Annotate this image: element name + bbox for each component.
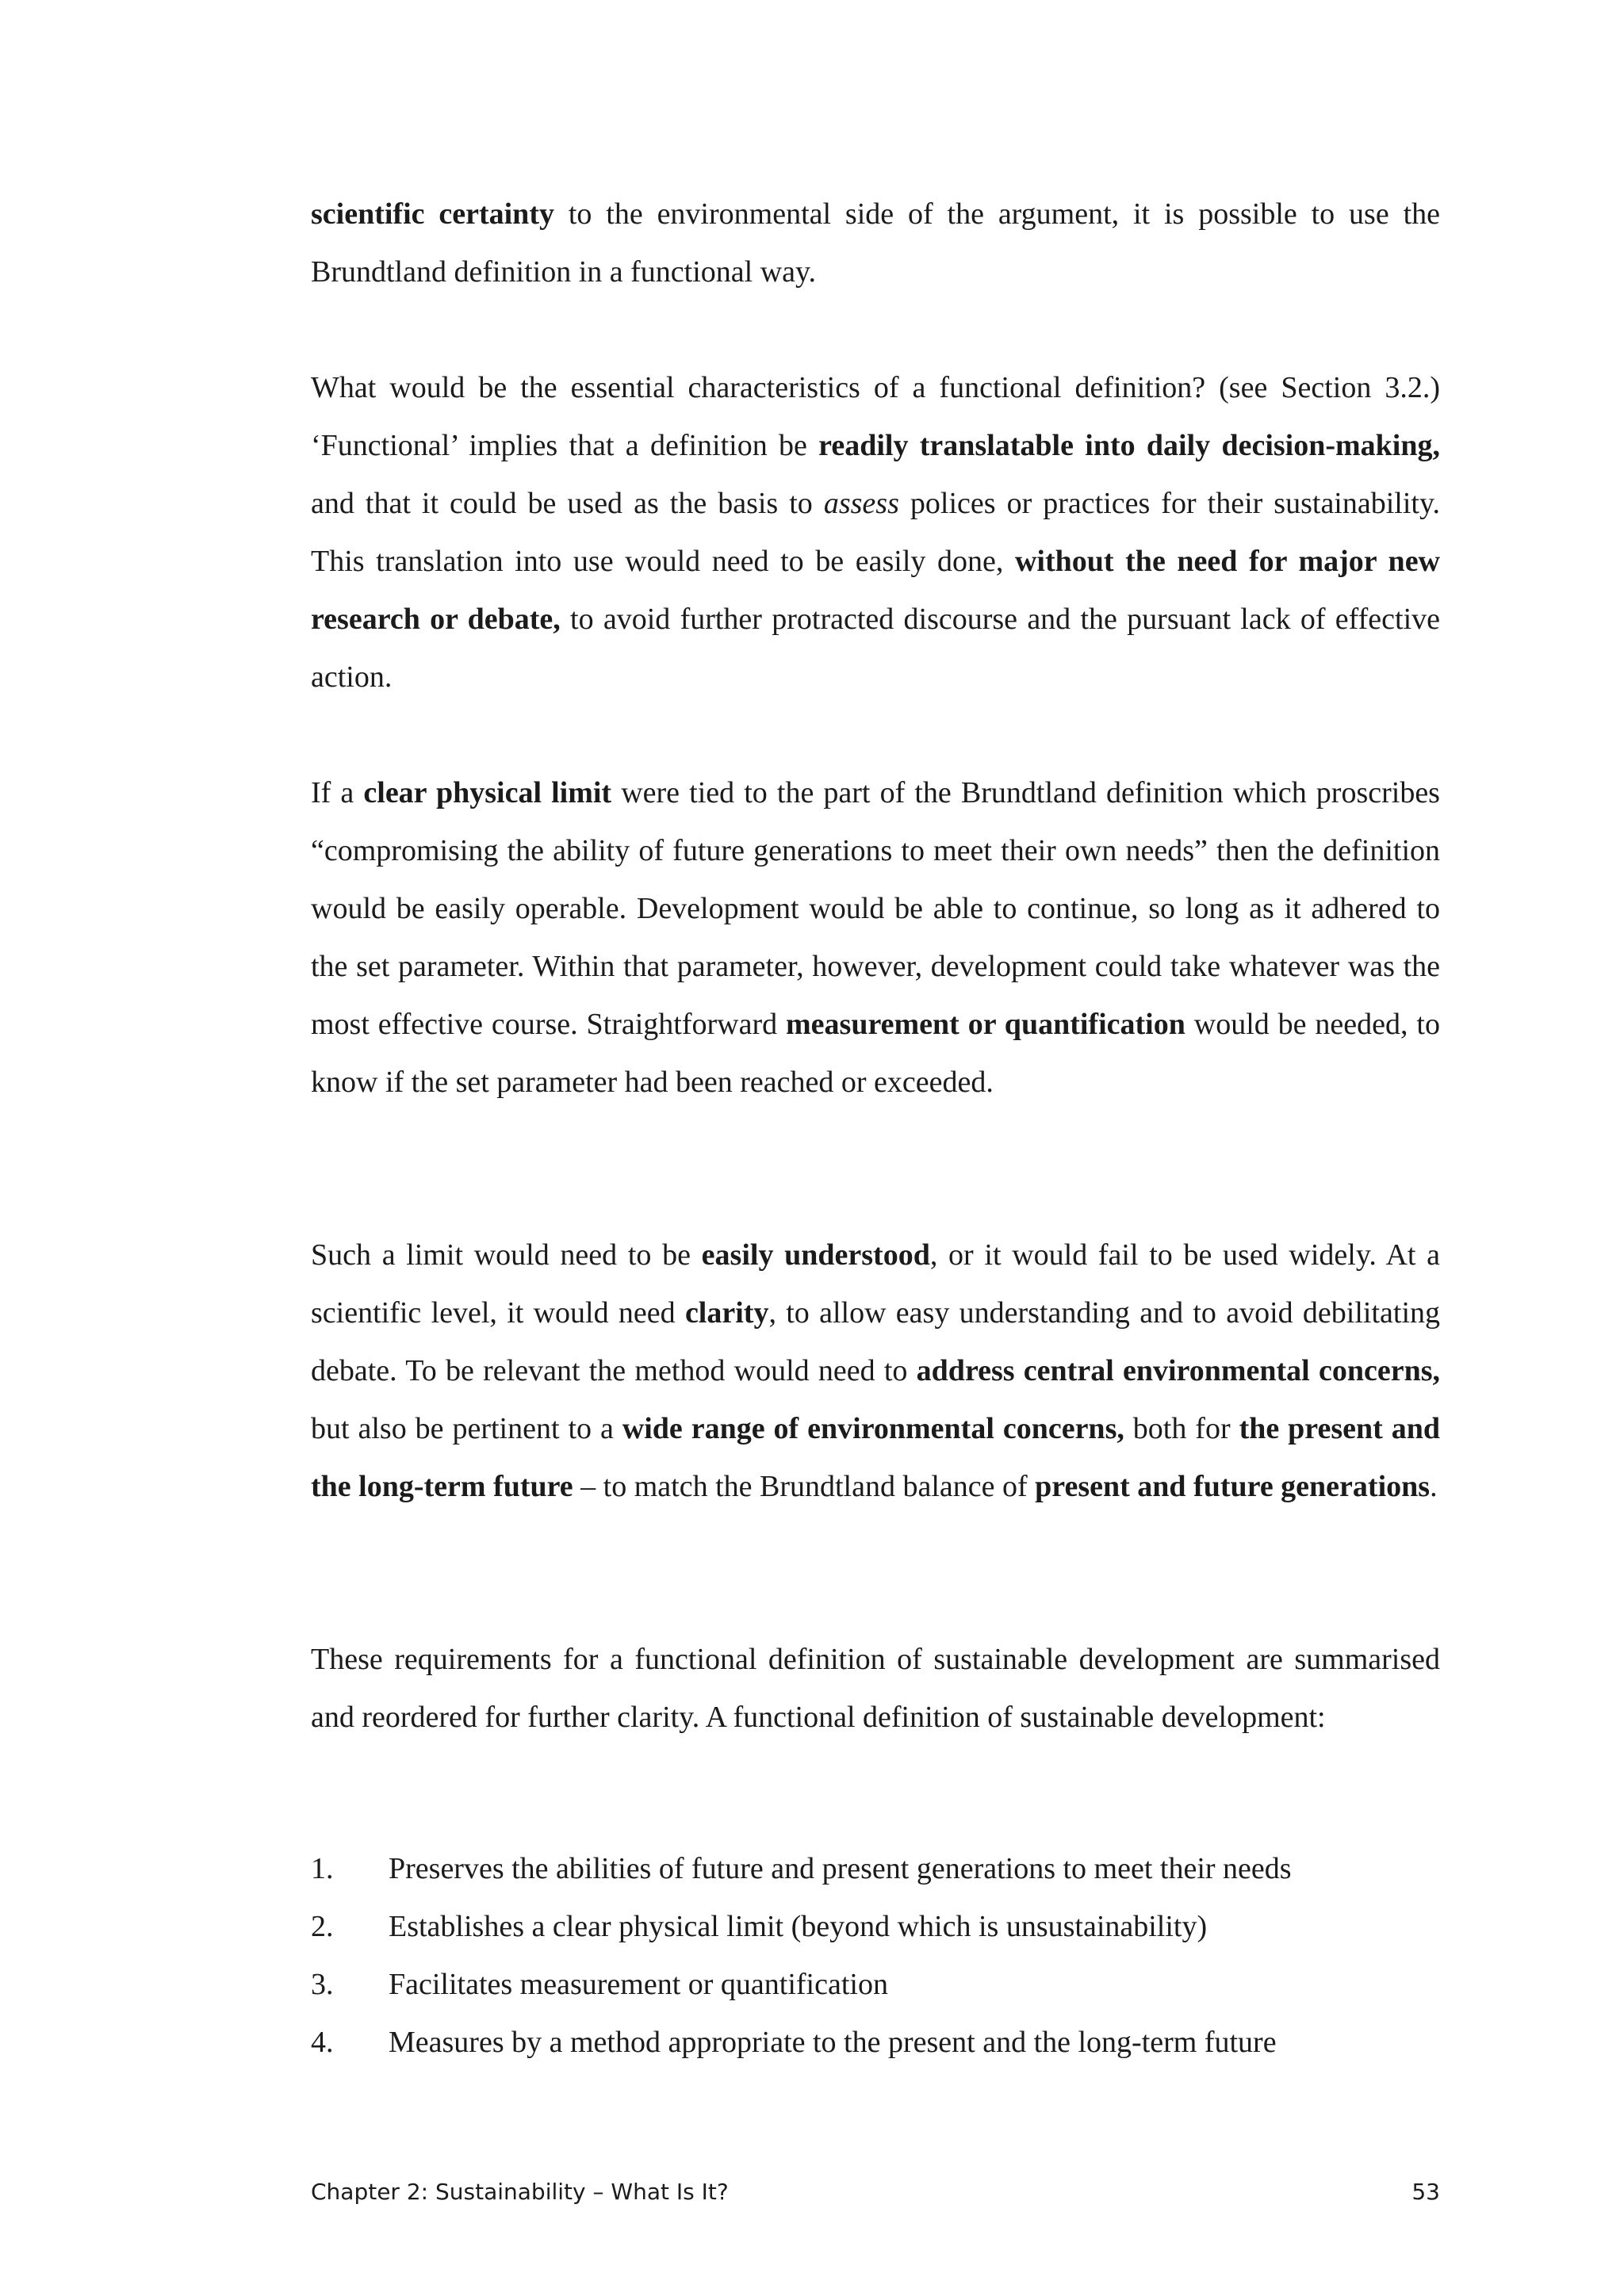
- paragraph-3: [311, 764, 1440, 1112]
- bold-text: easily understood: [701, 1238, 930, 1272]
- text-run: .: [1430, 1470, 1438, 1503]
- bold-text: measurement or quantification: [786, 1008, 1185, 1041]
- paragraph-text: [311, 359, 1440, 706]
- text-run: , to allow easy understanding and to avoid debilitating debate. To be relevant the method would need to: [311, 1296, 1441, 1387]
- bold-text: scientific certainty: [311, 197, 554, 231]
- text-run: polices or practices for their sustainability. This translation into use would need to be easily done,: [311, 487, 1440, 578]
- paragraph-text: [311, 764, 1440, 1112]
- bold-text: without the need for major new research or debate,: [311, 545, 1441, 636]
- paragraph-4: [311, 1226, 1440, 1516]
- chapter-title: Chapter 2: Sustainability – What Is It?: [311, 2179, 729, 2205]
- text-run: were tied to the part of the Brundtland definition which proscribes “compromising the ability of future generations to meet their own needs” then the definition would be easily operable. Development would be able to continue, so long as it adhered to the set parameter. Within that parameter, however, development could take whatever was the most effective course. Straightforward: [311, 776, 1440, 1041]
- list-item-text: Preserves the abilities of future and present generations to meet their needs: [389, 1852, 1292, 1885]
- requirements-list: [311, 1840, 1440, 2072]
- text-run: to the environmental side of the argument, it is possible to use the Brundtland definition in a functional way.: [311, 197, 1440, 289]
- list-item-number: 2.: [311, 1910, 334, 1943]
- paragraph-2: [311, 359, 1440, 706]
- bold-text: the present and the long-term future: [311, 1412, 1440, 1503]
- bold-text: wide range of environmental concerns,: [622, 1412, 1124, 1445]
- bold-text: clear physical limit: [363, 776, 612, 809]
- text-run: , or it would fail to be used widely. At a scientific level, it would need: [311, 1238, 1441, 1330]
- text-run: both for: [1124, 1412, 1239, 1445]
- bold-text: present and future generations: [1035, 1470, 1431, 1503]
- text-run: to avoid further protracted discourse and the pursuant lack of effective action.: [311, 603, 1440, 694]
- paragraph-text: [311, 186, 1440, 301]
- list-item-number: 3.: [311, 1968, 334, 2001]
- text-run: would be needed, to know if the set parameter had been reached or exceeded.: [311, 1008, 1440, 1099]
- page-footer: [311, 2179, 1440, 2210]
- list-item-number: 4.: [311, 2026, 334, 2059]
- italic-text: assess: [823, 487, 899, 520]
- list-item-text: Measures by a method appropriate to the present and the long-term future: [389, 2026, 1277, 2059]
- list-item-number: 1.: [311, 1852, 334, 1885]
- list-item: [311, 1898, 1440, 1956]
- list-item: [311, 2014, 1440, 2072]
- list-item-text: Establishes a clear physical limit (beyond which is unsustainability): [389, 1910, 1208, 1943]
- list-item: [311, 1956, 1440, 2014]
- list-item-text: Facilitates measurement or quantification: [389, 1968, 888, 2001]
- text-run: If a: [311, 776, 364, 809]
- bold-text: clarity: [684, 1296, 769, 1330]
- paragraph-1: [311, 186, 1440, 301]
- bold-text: readily translatable into daily decision-making,: [818, 429, 1440, 462]
- paragraph-text: [311, 1226, 1440, 1516]
- paragraph-text: [311, 1631, 1440, 1747]
- text-run: These requirements for a functional definition of sustainable development are summarised and reordered for further clarity. A functional definition of sustainable development:: [311, 1643, 1440, 1734]
- text-run: but also be pertinent to a: [311, 1412, 622, 1445]
- text-run: Such a limit would need to be: [311, 1238, 702, 1272]
- list-item: [311, 1840, 1440, 1898]
- text-run: What would be the essential characteristics of a functional definition? (see Section 3.2.) ‘Functional’ implies that a definition be: [311, 371, 1440, 462]
- page-number: 53: [1411, 2179, 1440, 2205]
- text-run: and that it could be used as the basis to: [311, 487, 824, 520]
- bold-text: address central environmental concerns,: [916, 1354, 1440, 1387]
- text-run: – to match the Brundtland balance of: [573, 1470, 1036, 1503]
- paragraph-5: [311, 1631, 1440, 1747]
